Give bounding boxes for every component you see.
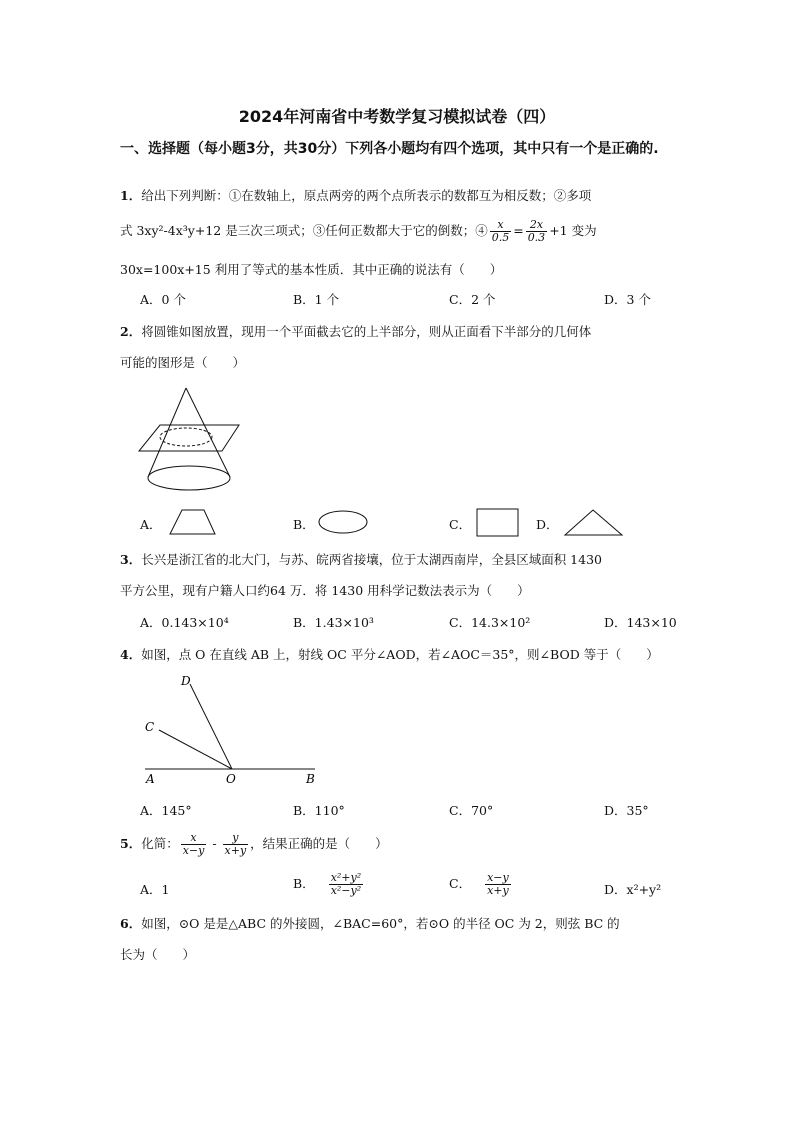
q1-text-1: 给出下列判断：①在数轴上，原点两旁的两个点所表示的数都互为相反数；②多项	[141, 188, 592, 203]
q1-fraction-1	[490, 219, 512, 244]
q5-option-d[interactable]: D．x²+y²	[604, 882, 662, 897]
q1-fraction-2	[526, 219, 548, 244]
q1-number: 1．	[120, 188, 142, 203]
q2-line-2: 可能的图形是（ ）	[120, 355, 246, 370]
q3-option-d[interactable]: D．143×10	[604, 615, 677, 630]
q4-number: 4．	[120, 647, 142, 662]
q3-text-1: 长兴是浙江省的北大门，与苏、皖两省接壤，位于太湖西南岸，全县区域面积 1430	[141, 552, 602, 567]
label-d: D	[181, 674, 191, 688]
q5-fraction-1	[181, 832, 207, 857]
q1-line-1	[120, 186, 591, 204]
ellipse-shape[interactable]	[318, 510, 370, 536]
q5-option-b-num: x²+y²	[330, 871, 362, 884]
label-b: B	[306, 772, 315, 786]
q2-option-d-label[interactable]: D．	[536, 517, 559, 532]
q5-option-c-label: C．	[449, 876, 472, 891]
q2-option-c-label[interactable]: C．	[449, 517, 472, 532]
page-title: 2024年河南省中考数学复习模拟试卷（四）	[238, 107, 556, 126]
q4-line-1	[120, 645, 659, 663]
q5-option-b-fraction	[329, 872, 363, 897]
q1-fraction-1-den: 0.5	[491, 231, 510, 244]
q5-minus: -	[208, 836, 221, 851]
q2-number: 2．	[120, 324, 142, 339]
q1-line-2	[120, 219, 597, 244]
q5-fraction-2	[223, 832, 249, 857]
q1-line-3: 30x=100x+15 利用了等式的基本性质．其中正确的说法有（ ）	[120, 262, 503, 277]
q4-option-c[interactable]: C．70°	[449, 803, 494, 818]
angle-figure	[140, 668, 340, 790]
q5-prefix: 化简：	[141, 836, 179, 851]
q5-fraction-1-den: x−y	[182, 844, 205, 857]
q2-text-1: 将圆锥如图放置，现用一个平面截去它的上半部分，则从正面看下半部分的几何体	[141, 324, 592, 339]
q4-option-b[interactable]: B．110°	[293, 803, 345, 818]
rectangle-shape[interactable]	[476, 508, 521, 538]
q2-line-1	[120, 322, 591, 340]
q3-option-b[interactable]: B．1.43×10³	[293, 615, 374, 630]
q3-line-2: 平方公里，现有户籍人口约64 万．将 1430 用科学记数法表示为（ ）	[120, 583, 530, 598]
q5-option-c-den: x+y	[487, 884, 509, 897]
q2-option-a-label[interactable]: A．	[140, 517, 162, 532]
q4-option-d[interactable]: D．35°	[604, 803, 649, 818]
trapezoid-shape[interactable]	[168, 508, 218, 536]
q4-text-1: 如图，点 O 在直线 AB 上，射线 OC 平分∠AOD，若∠AOC＝35°，则∠BOD 等于（ ）	[141, 647, 659, 662]
q1-option-a[interactable]: A．0 个	[140, 292, 186, 307]
q5-fraction-2-den: x+y	[224, 844, 247, 857]
q5-option-b-den: x²−y²	[330, 884, 362, 897]
q1-fraction-2-den: 0.3	[527, 231, 546, 244]
q3-line-1	[120, 550, 602, 568]
q5-option-a[interactable]: A．1	[140, 882, 170, 897]
q1-fraction-2-num: 2x	[526, 219, 548, 232]
q1-text-2a: 式 3xy²-4x³y+12 是三次三项式；③任何正数都大于它的倒数；④	[120, 223, 488, 238]
cone-figure	[136, 385, 246, 495]
label-c: C	[145, 720, 155, 734]
q5-option-b[interactable]	[293, 872, 365, 897]
q5-line-1	[120, 832, 388, 857]
q6-text-1: 如图，⊙O 是是△ABC 的外接圆，∠BAC=60°，若⊙O 的半径 OC 为 2，则弦 BC 的	[141, 916, 620, 931]
q5-fraction-1-num: x	[181, 832, 207, 845]
q1-fraction-1-num: x	[490, 219, 512, 232]
section-heading: 一、选择题（每小题3分，共30分）下列各小题均有四个选项，其中只有一个是正确的.	[120, 141, 659, 157]
q5-option-c-fraction	[485, 872, 511, 897]
q6-number: 6．	[120, 916, 142, 931]
triangle-shape[interactable]	[563, 508, 625, 538]
q5-number: 5．	[120, 836, 142, 851]
q3-option-c[interactable]: C．14.3×10²	[449, 615, 531, 630]
q6-line-2: 长为（ ）	[120, 947, 196, 962]
q1-equals: =	[513, 223, 524, 238]
q5-option-b-label: B．	[293, 876, 315, 891]
q5-suffix: ，结果正确的是（ ）	[250, 836, 388, 851]
q5-option-c-num: x−y	[487, 871, 509, 884]
q4-option-a[interactable]: A．145°	[140, 803, 192, 818]
q1-text-2b: +1 变为	[549, 223, 597, 238]
q3-option-a[interactable]: A．0.143×10⁴	[140, 615, 229, 630]
q1-option-d[interactable]: D．3 个	[604, 292, 651, 307]
q1-option-b[interactable]: B．1 个	[293, 292, 340, 307]
label-o: O	[226, 772, 236, 786]
q5-fraction-2-num: y	[223, 832, 249, 845]
q3-number: 3．	[120, 552, 142, 567]
q1-option-c[interactable]: C．2 个	[449, 292, 496, 307]
label-a: A	[146, 772, 155, 786]
q5-option-c[interactable]	[449, 872, 513, 897]
q6-line-1	[120, 914, 620, 932]
q2-option-b-label[interactable]: B．	[293, 517, 315, 532]
